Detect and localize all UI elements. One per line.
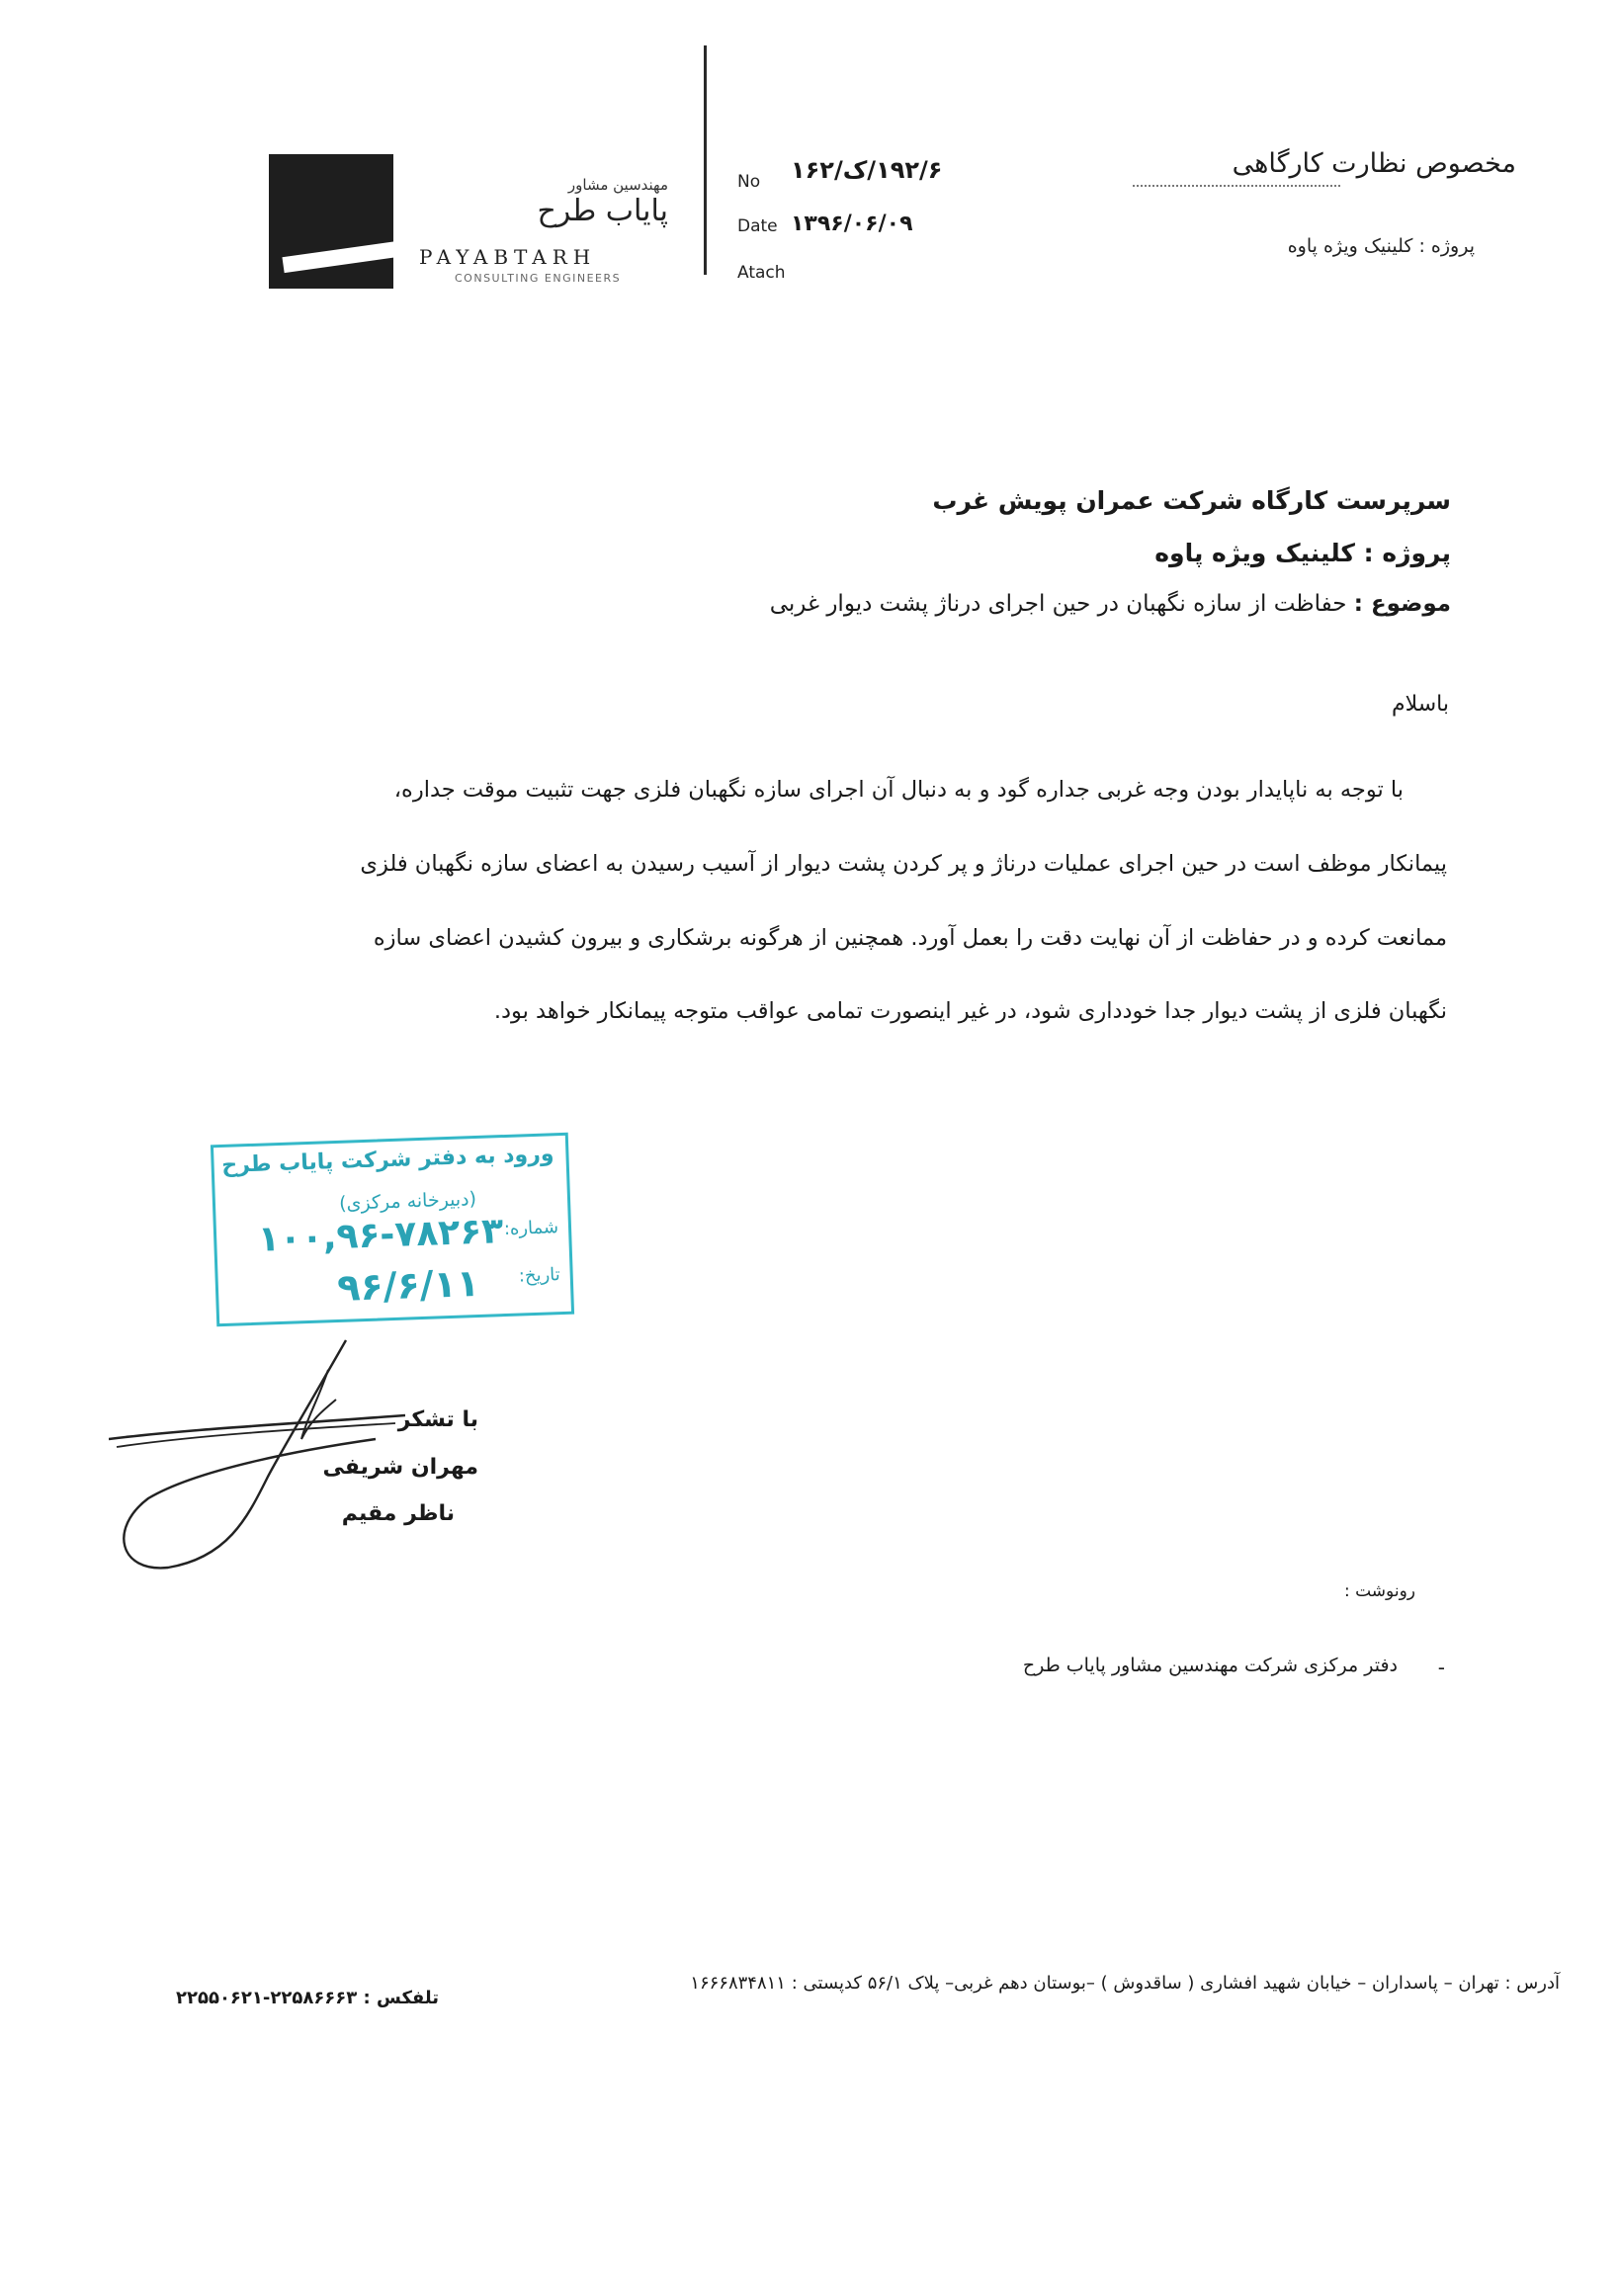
stamp-title: ورود به دفتر شرکت پایاب طرح [220,1142,554,1178]
body-line: با توجه به ناپایدار بودن وجه غربی جداره گود و به دنبال آن اجرای سازه نگهبان فلزی جهت تثبیت موقت جداره، [393,777,1404,803]
cc-label: رونوشت : [1343,1581,1415,1601]
logo-name-en: PAYABTARH [419,245,597,269]
body-line: نگهبان فلزی از پشت دیوار جدا خودداری شود، در غیر اینصورت تمامی عواقب متوجه پیمانکار خواهد بود. [493,998,1447,1024]
footer-telefax: تلفکس : ۲۲۵۸۶۶۶۳-۲۲۵۵۰۶۲۱ [176,1988,439,2008]
greeting: باسلام [1391,692,1449,717]
logo-stripe [282,241,393,273]
stamp-number-value: ۱۰۰,۹۶-۷۸۲۶۳ [257,1211,504,1260]
subject-line [770,591,1451,617]
signer-name: مهران شریفی [322,1455,478,1480]
subject-label: موضوع : [1353,591,1451,617]
addressee: سرپرست کارگاه شرکت عمران پویش غرب [932,486,1451,515]
header-title: مخصوص نظارت کارگاهی [1232,148,1516,179]
header-project: پروژه : کلینیک ویژه پاوه [1287,235,1475,257]
body-line: ممانعت کرده و در حفاظت از آن نهایت دقت را بعمل آورد. همچنین از هرگونه برشکاری و بیرون کشیدن اعضای سازه [373,925,1447,951]
logo-subtitle-en: CONSULTING ENGINEERS [455,272,622,285]
letter-date-label: Date [737,216,778,236]
cc-bullet: - [1437,1656,1445,1679]
project-line: پروژه : کلینیک ویژه پاوه [1154,539,1451,567]
letter-date-value: ۱۳۹۶/۰۶/۰۹ [791,212,913,236]
stamp-number-label: شماره: [503,1217,559,1240]
stamp-subtitle: (دبیرخانه مرکزی) [338,1188,477,1215]
logo-subtitle-fa: مهندسین مشاور [567,176,668,194]
letter-number-label: No [737,172,761,192]
signer-title: ناظر مقیم [341,1501,455,1526]
stamp-date-value: ۹۶/۶/۱۱ [336,1260,480,1310]
handwritten-signature [109,1330,405,1577]
header-dotted-line [1133,185,1340,187]
letter-number-value: ۱۹۲/۶/ک/۱۶۲ [791,156,943,184]
company-logo-mark [269,154,393,289]
body-line: پیمانکار موظف است در حین اجرای عملیات درناژ و پر کردن پشت دیوار از آسیب رسیدن به اعضای سازه نگهبان فلزی [360,851,1447,877]
cc-item: دفتر مرکزی شرکت مهندسین مشاور پایاب طرح [1022,1655,1398,1676]
subject-text: حفاظت از سازه نگهبان در حین اجرای درناژ پشت دیوار غربی [769,591,1347,617]
closing: با تشکر [397,1407,478,1432]
stamp-date-label: تاریخ: [518,1264,561,1287]
received-stamp [211,1133,574,1327]
logo-name-fa: پایاب طرح [537,194,668,228]
attachment-label: Atach [737,263,786,283]
header-divider [704,45,707,275]
footer-address: آدرس : تهران – پاسداران – خیابان شهید افشاری ( ساقدوش ) –بوستان دهم غربی– پلاک ۵۶/۱ کدپستی : ۱۶۶۶۸۳۴۸۱۱ [690,1973,1560,1994]
